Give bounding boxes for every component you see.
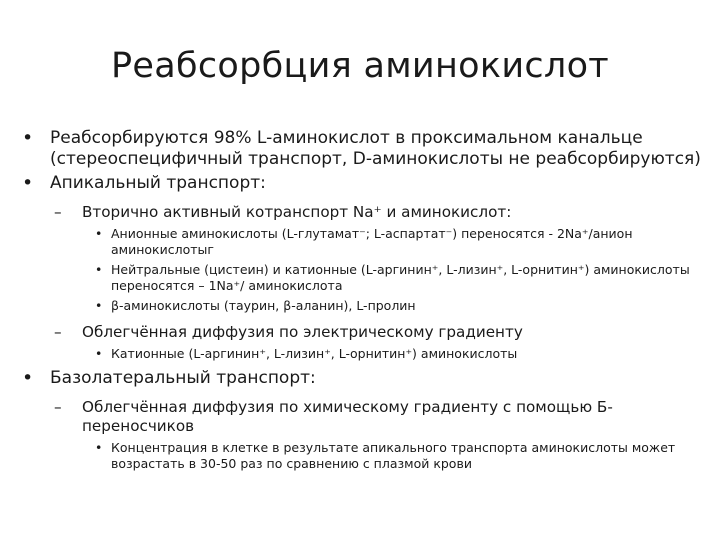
bullet-dot-icon: • [22, 127, 34, 149]
sub-sub-bullet-item [93, 440, 705, 472]
sub-bullet-item [52, 398, 705, 436]
bullet-text: Катионные (L-аргинин⁺, L-лизин⁺, L-орнитин⁺) аминокислоты [111, 346, 518, 361]
bullet-dash-icon: – [54, 323, 62, 341]
bullet-text: Вторично активный котранспорт Na⁺ и аминокислот: [82, 203, 512, 221]
bullet-text: Апикальный транспорт: [50, 173, 266, 193]
bullet-text: Реабсорбируются 98% L-аминокислот в проксимальном канальце (стереоспецифичный транспорт, D-аминокислоты не реабсорбируются) [50, 128, 701, 169]
bullet-text: Концентрация в клетке в результате апикального транспорта аминокислоты может возрастать в 30-50 раз по сравнению с плазмой крови [111, 440, 676, 471]
sub-bullet-item [52, 203, 705, 222]
sub-sub-bullet-item [93, 262, 705, 294]
bullet-item [20, 128, 705, 170]
bullet-text: β-аминокислоты (таурин, β-аланин), L-пролин [111, 298, 416, 313]
bullet-text: Анионные аминокислоты (L-глутамат⁻; L-аспартат⁻) переносятся - 2Na⁺/анион аминокислотыг [111, 226, 633, 257]
bullet-text: Облегчённая диффузия по электрическому градиенту [82, 323, 523, 341]
bullet-dot-icon: • [22, 172, 34, 194]
bullet-dot-icon: • [95, 298, 103, 313]
sub-sub-bullet-item [93, 298, 705, 314]
sub-bullet-item [52, 323, 705, 342]
bullet-item [20, 368, 705, 389]
bullet-dot-icon: • [95, 346, 103, 361]
bullet-text: Нейтральные (цистеин) и катионные (L-аргинин⁺, L-лизин⁺, L-орнитин⁺) аминокислоты переносятся – 1Na⁺/ аминокислота [111, 262, 690, 293]
bullet-dot-icon: • [95, 226, 103, 241]
bullet-dot-icon: • [95, 262, 103, 277]
bullet-item [20, 173, 705, 194]
bullet-list [20, 128, 705, 476]
sub-sub-bullet-item [93, 346, 705, 362]
bullet-dash-icon: – [54, 203, 62, 221]
bullet-dash-icon: – [54, 398, 62, 416]
bullet-text: Базолатеральный транспорт: [50, 368, 316, 388]
slide-title: Реабсорбция аминокислот [111, 46, 609, 86]
bullet-dot-icon: • [95, 440, 103, 455]
sub-sub-bullet-item [93, 226, 705, 258]
bullet-dot-icon: • [22, 367, 34, 389]
bullet-text: Облегчённая диффузия по химическому градиенту с помощью Б-переносчиков [82, 398, 613, 435]
